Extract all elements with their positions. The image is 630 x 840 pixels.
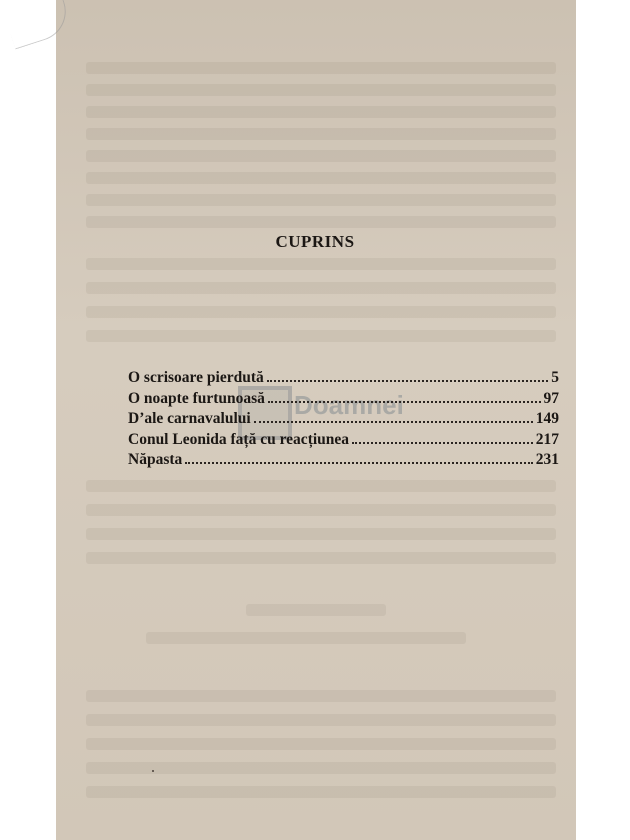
bleed-through-line [86, 62, 556, 74]
bleed-through-line [86, 714, 556, 726]
ink-speck [152, 770, 154, 772]
toc-entry-page: 5 [551, 369, 559, 386]
toc-entry-title: O noapte furtunoasă [128, 389, 265, 407]
bleed-through-line [86, 258, 556, 270]
toc-leader-dots [185, 448, 532, 464]
bleed-through-line [86, 282, 556, 294]
toc-leader-dots [267, 366, 548, 382]
toc-entry [128, 448, 559, 469]
bleed-through-line [86, 216, 556, 228]
bleed-through-line [86, 194, 556, 206]
bleed-through-line [86, 128, 556, 140]
bleed-through-line [86, 690, 556, 702]
bleed-through-line [86, 738, 556, 750]
bleed-through-line [246, 604, 386, 616]
bleed-through-line [146, 632, 466, 644]
bleed-through-line [86, 552, 556, 564]
toc-entry-page: 149 [535, 410, 559, 428]
toc-entry-title: Conul Leonida față cu reacțiunea [128, 430, 350, 448]
bleed-through-line [86, 172, 556, 184]
bleed-through-line [86, 330, 556, 342]
toc-entry [128, 387, 559, 408]
toc-entry-title: D’ale carnavalului [128, 410, 251, 428]
watermark-text: Doamnei [294, 390, 404, 420]
toc-entry [128, 407, 559, 428]
bleed-through-line [86, 84, 556, 96]
bleed-through-line [86, 306, 556, 318]
toc-title: CUPRINS [275, 232, 355, 251]
toc-entry-page: 217 [535, 430, 559, 448]
toc-leader-dots [268, 387, 541, 403]
toc-entry-page: 231 [535, 451, 559, 469]
toc-leader-dots [254, 407, 533, 423]
toc-entry-title: O scrisoare pierdută [128, 369, 264, 386]
bleed-through-line [86, 480, 556, 492]
toc-entry [128, 428, 559, 449]
table-of-contents [128, 366, 559, 469]
toc-leader-dots [352, 428, 533, 444]
toc-entry [128, 366, 559, 387]
bleed-through-line [86, 762, 556, 774]
bleed-through-line [86, 528, 556, 540]
bleed-through-line [86, 106, 556, 118]
bleed-through-line [86, 150, 556, 162]
toc-entry-title: Năpasta [128, 451, 183, 469]
bleed-through-line [86, 786, 556, 798]
bleed-through-line [86, 504, 556, 516]
toc-entry-page: 97 [543, 389, 559, 407]
